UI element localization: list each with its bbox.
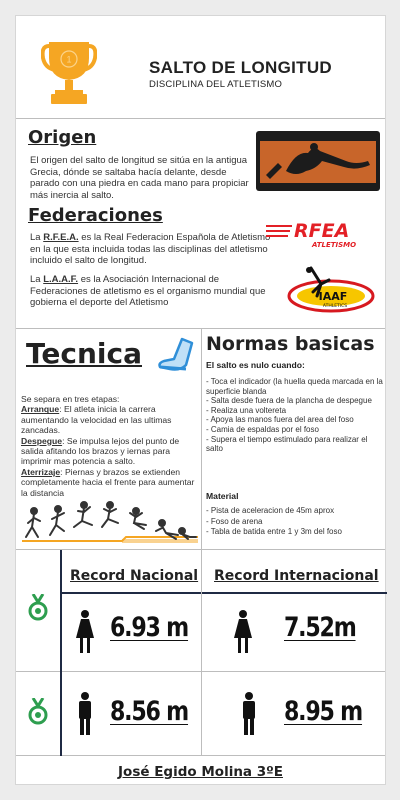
page-title: SALTO DE LONGITUD: [149, 58, 332, 77]
female-icon: [232, 610, 254, 654]
material-list: [206, 506, 384, 538]
record-internacional-heading: Record Internacional: [214, 568, 379, 584]
records-column-divider: [201, 550, 202, 672]
list-item: - Camia de espaldas por el foso: [206, 424, 319, 434]
timeline-line: [60, 550, 62, 756]
male-icon: [238, 692, 260, 736]
origen-text: El origen del salto de longitud se sitúa en la antigua Grecia, dónde se saltaba hacía delante, desde parado con una piedra en cada mano para propiciar más inercia al salto.: [30, 155, 249, 201]
male-icon: [74, 692, 96, 736]
female-icon: [74, 610, 96, 654]
federaciones-heading: Federaciones: [28, 205, 163, 226]
record-internacional-female: 7.52m: [284, 612, 356, 643]
header-section: [16, 16, 385, 119]
records-male-section: [16, 672, 385, 756]
laaf-abbr: L.A.A.F.: [43, 274, 79, 285]
rfea-logo-text: RFEA: [294, 220, 350, 242]
tecnica-text: [21, 394, 199, 498]
medal-icon: [28, 698, 48, 726]
tecnica-step-aterrizaje: Aterrizaje: Piernas y brazos se extienden completamente hacia el frente para aumentar la distancia: [21, 466, 195, 498]
page-subtitle: DISCIPLINA DEL ATLETISMO: [149, 79, 283, 90]
greek-vase-image: [256, 131, 380, 191]
origen-heading: Origen: [28, 127, 97, 148]
rfea-logo: [266, 217, 370, 249]
record-nacional-female: 6.93 m: [110, 612, 189, 643]
author-name: José Egido Molina 3ºE: [118, 764, 283, 780]
list-item: - Pista de aceleracion de 45m aprox: [206, 506, 335, 515]
list-item: - Supera el tiempo estimulado para realizar el salto: [206, 434, 368, 454]
trophy-icon: [41, 38, 97, 106]
record-nacional-heading: Record Nacional: [70, 568, 199, 584]
history-section: [16, 119, 385, 329]
nulo-list: [206, 377, 384, 454]
list-item: - Salta desde fuera de la plancha de despegue: [206, 396, 372, 406]
list-item: - Apoya las manos fuera del area del foso: [206, 415, 354, 425]
infographic: [15, 15, 386, 785]
medal-icon: [28, 594, 48, 622]
nulo-heading: El salto es nulo cuando:: [206, 360, 305, 370]
iaaf-logo-sub: ATHLETICS: [322, 304, 348, 309]
footer-section: [16, 756, 385, 786]
list-item: - Realiza una voltereta: [206, 405, 287, 415]
rfea-logo-sub: ATLETISMO: [312, 241, 357, 249]
running-shoe-icon: [156, 337, 196, 373]
tecnica-intro: Se separa en tres etapas:: [21, 394, 120, 404]
technique-rules-section: [16, 329, 385, 550]
records-column-divider: [201, 672, 202, 756]
column-divider: [201, 329, 202, 549]
list-item: - Toca el indicador (la huella queda marcada en la superficie blanda: [206, 377, 383, 396]
iaaf-logo: [287, 266, 375, 316]
trophy-number: 1: [66, 54, 72, 65]
rfea-abbr: R.F.E.A.: [43, 232, 79, 243]
material-heading: Material: [206, 491, 239, 501]
records-header-line: [60, 592, 387, 594]
rfea-text: La R.F.E.A. es la Real Federacion Española de Atletismo en la que esta incluida todas las disciplinas del atletismo incluido el salto de longitud.: [30, 232, 271, 267]
tecnica-step-despegue: Despegue: Se impulsa lejos del punto de salida afitando los brazos y iernas para imprimir mas potencia a salto.: [21, 435, 180, 467]
normas-heading: Normas basicas: [206, 333, 375, 355]
records-female-section: [16, 550, 385, 672]
jump-sequence-illustration: [22, 501, 198, 545]
tecnica-step-arranque: Arranque: El atleta inicia la carrera aumentando la velocidad en las ultimas zancadas.: [21, 404, 172, 436]
list-item: - Foso de arena: [206, 516, 263, 526]
iaaf-logo-text: IAAF: [318, 290, 348, 303]
record-nacional-male: 8.56 m: [110, 696, 189, 727]
tecnica-heading: Tecnica: [26, 337, 142, 370]
record-internacional-male: 8.95 m: [284, 696, 363, 727]
laaf-text: La L.A.A.F. es la Asociación Internacional de Federaciones de atletismo es el organismo mundial que gobierna el deporte del Atletismo: [30, 274, 266, 309]
list-item: - Tabla de batida entre 1 y 3m del foso: [206, 527, 342, 537]
